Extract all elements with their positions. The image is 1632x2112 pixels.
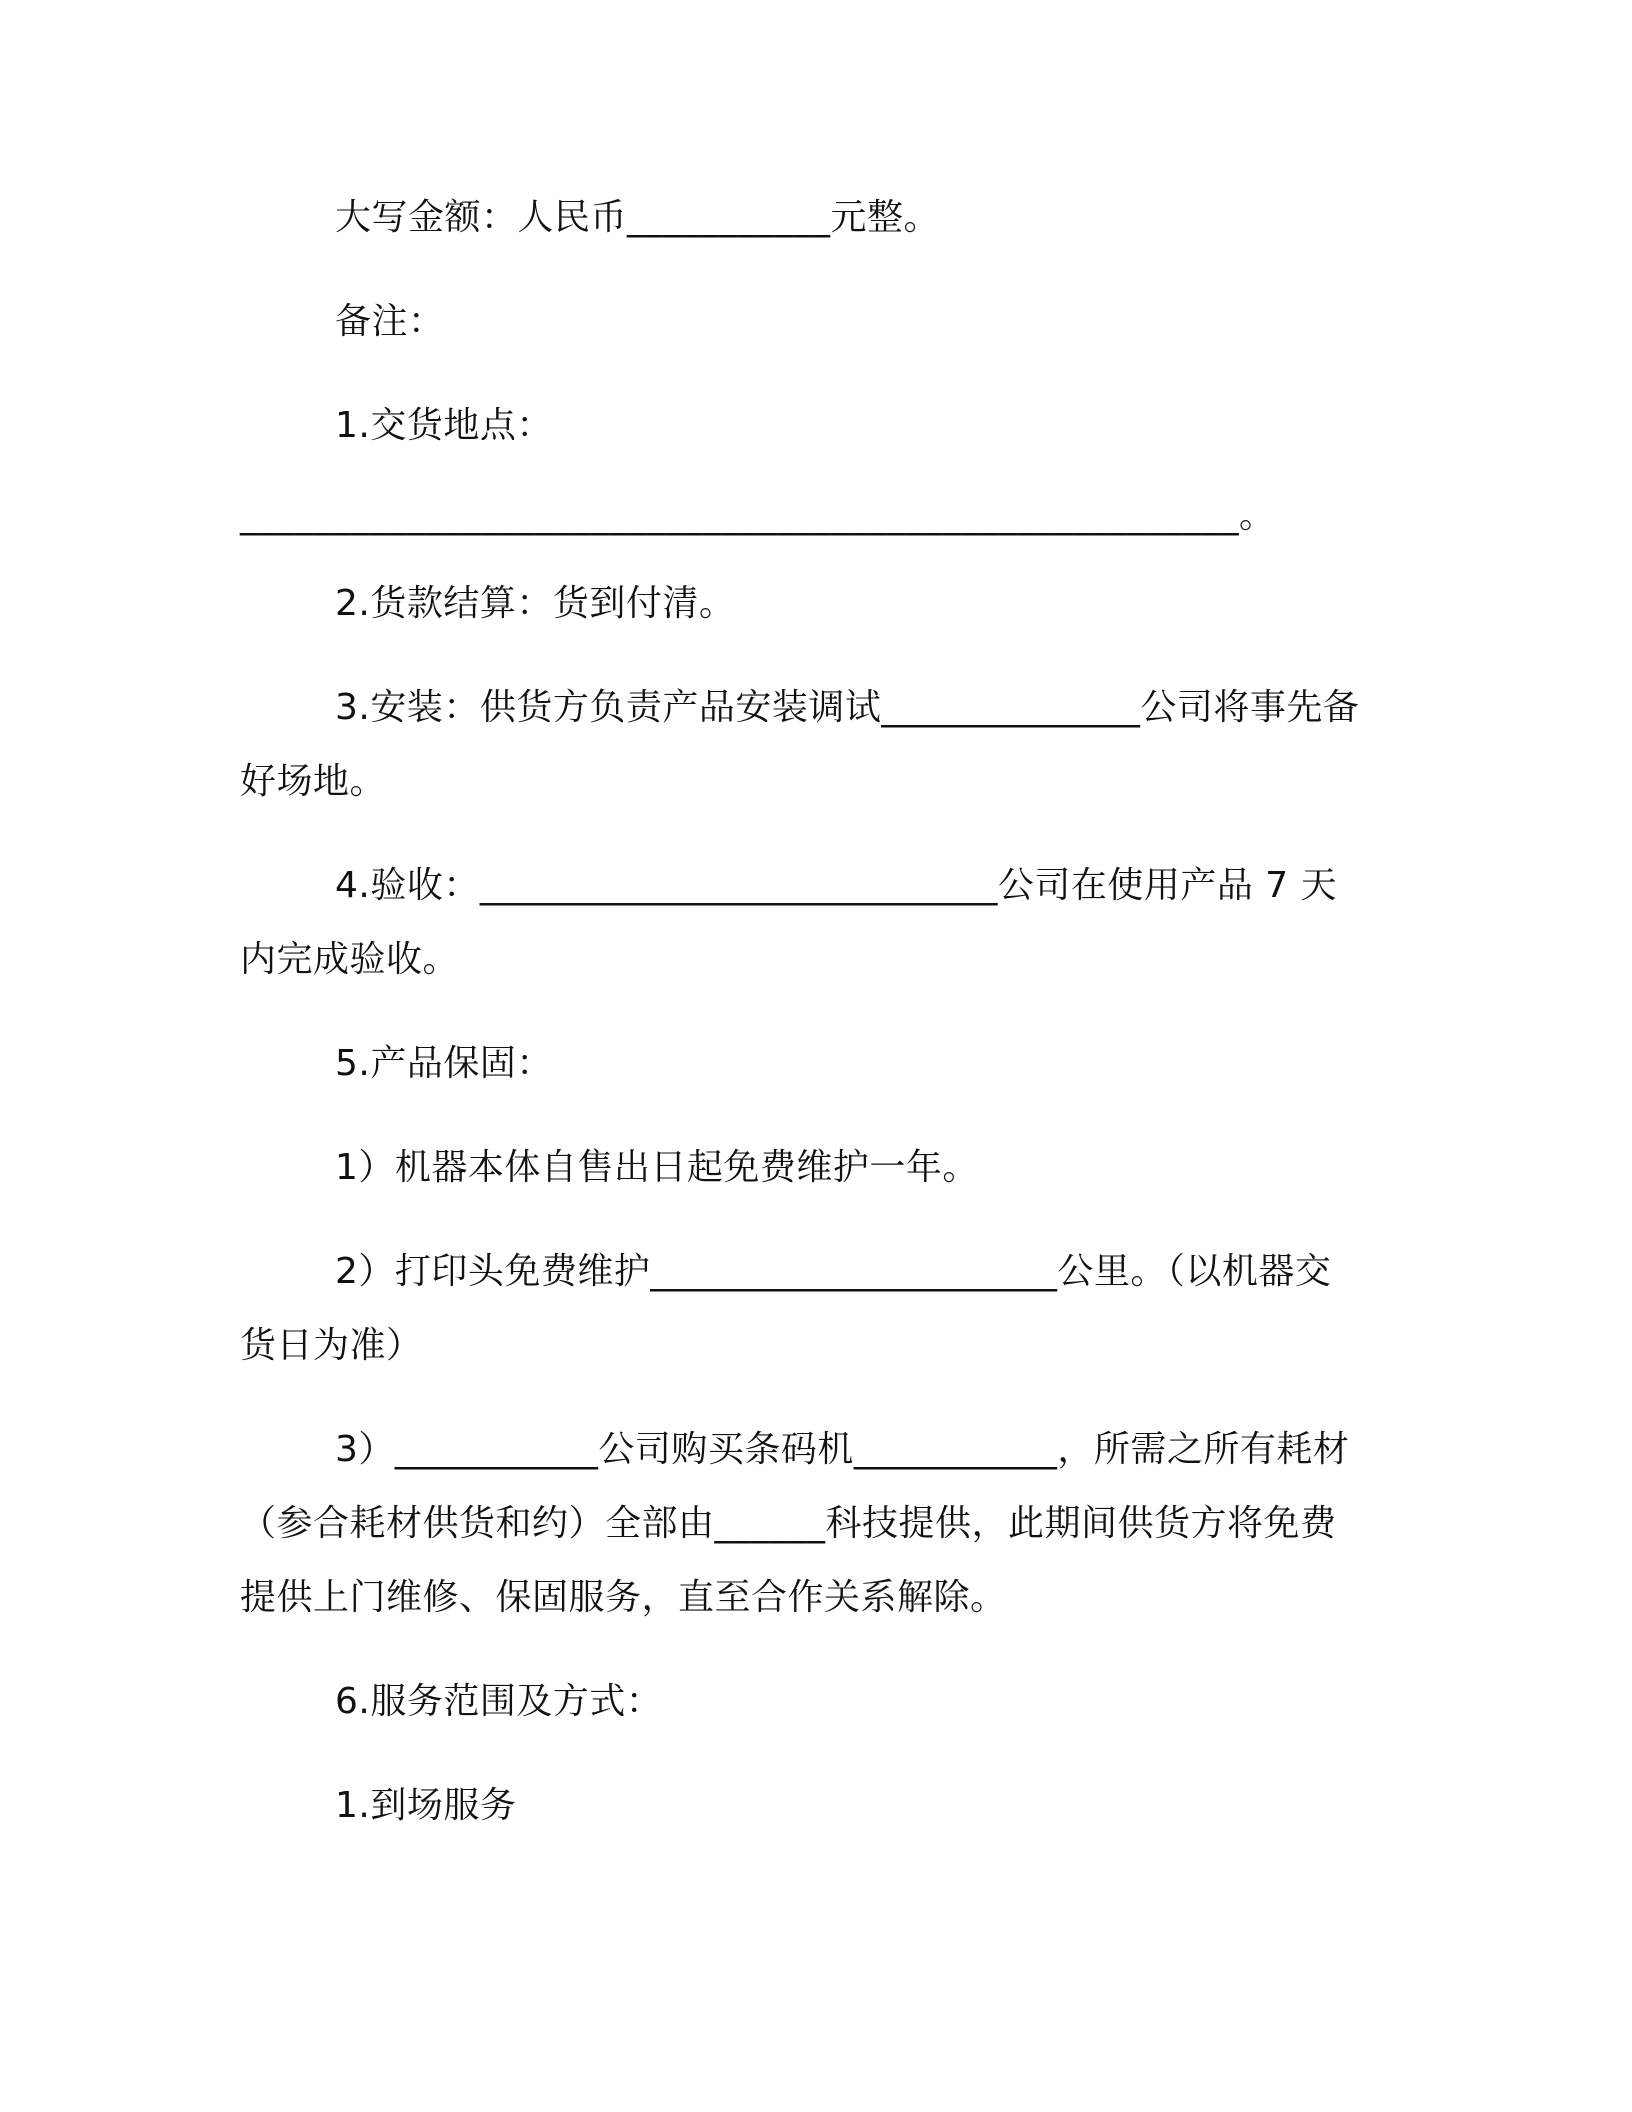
warranty-item-3-line-2: （参合耗材供货和约）全部由______科技提供，此期间供货方将免费 [240,1503,1337,1544]
warranty-item-3-line-1: 3）___________公司购买条码机___________，所需之所有耗材 [335,1429,1350,1470]
installation-line-1: 3.安装：供货方负责产品安装调试______________公司将事先备 [335,687,1360,728]
warranty-item-2-line-2: 货日为准） [240,1325,423,1366]
warranty-item-2-line-1: 2）打印头免费维护______________________公里。（以机器交 [335,1251,1332,1292]
warranty-heading: 5.产品保固： [335,1043,553,1084]
warranty-item-1: 1）机器本体自售出日起免费维护一年。 [335,1147,979,1188]
warranty-item-3-line-3: 提供上门维修、保固服务，直至合作关系解除。 [240,1577,1007,1618]
payment-settlement-line: 2.货款结算：货到付清。 [335,583,736,624]
onsite-service-item: 1.到场服务 [335,1785,517,1826]
installation-line-2: 好场地。 [240,761,387,802]
service-scope-heading: 6.服务范围及方式： [335,1681,663,1722]
acceptance-line-2: 内完成验收。 [240,939,460,980]
delivery-location-blank: ______________________________________________________。 [240,495,1276,536]
remarks-heading: 备注： [335,301,445,342]
amount-in-words-line: 大写金额：人民币___________元整。 [335,197,941,238]
delivery-location-label: 1.交货地点： [335,405,553,446]
acceptance-line-1: 4.验收：____________________________公司在使用产品 7 天 [335,865,1338,906]
